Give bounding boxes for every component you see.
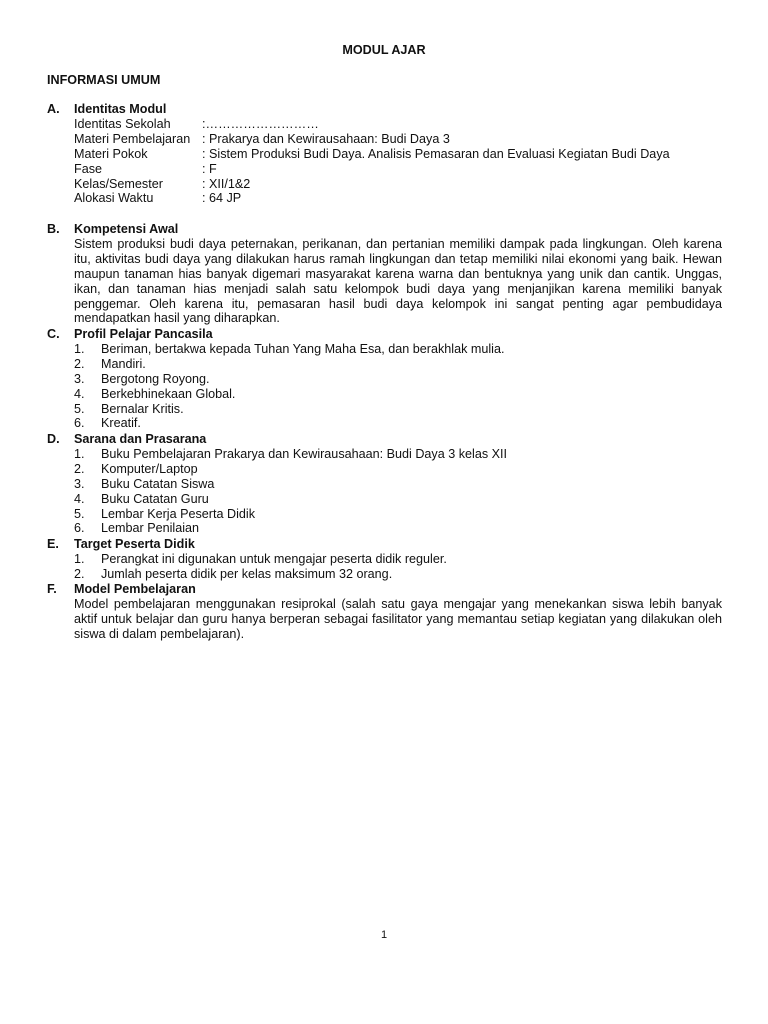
section-letter: B. — [47, 222, 60, 236]
section-letter: D. — [47, 432, 60, 446]
list-text: Bernalar Kritis. — [101, 401, 184, 416]
section-title: Identitas Modul — [74, 102, 167, 116]
list-number: 1. — [74, 341, 85, 356]
list-text: Komputer/Laptop — [101, 461, 198, 476]
identity-key: Alokasi Waktu — [74, 191, 154, 206]
section-title: Target Peserta Didik — [74, 537, 195, 551]
list-item — [74, 447, 722, 462]
identity-key: Identitas Sekolah — [74, 116, 171, 131]
list-text: Mandiri. — [101, 356, 146, 371]
section-kompetensi-awal — [47, 222, 722, 326]
list-item — [74, 492, 722, 507]
section-heading — [47, 102, 722, 117]
document-title: MODUL AJAR — [342, 43, 426, 57]
identity-key: Materi Pokok — [74, 146, 148, 161]
list-text: Buku Catatan Siswa — [101, 476, 215, 491]
section-paragraph: Model pembelajaran menggunakan resiprokal (salah satu gaya mengajar yang menekankan siswa lebih banyak aktif untuk belajar dan guru hanya berperan sebagai fasilitator yang memantau setiap kegiatan yang dilakukan oleh siswa di dalam pembelajaran). — [74, 596, 722, 641]
list-text: Lembar Penilaian — [101, 521, 200, 536]
section-model-pembelajaran — [47, 582, 722, 642]
list-number: 5. — [74, 506, 85, 521]
list-number: 4. — [74, 491, 85, 506]
list-number: 3. — [74, 476, 85, 491]
list-text: Bergotong Royong. — [101, 371, 210, 386]
list-item — [74, 402, 722, 417]
section-letter: C. — [47, 327, 60, 341]
identity-value: : Sistem Produksi Budi Daya. Analisis Pemasaran dan Evaluasi Kegiatan Budi Daya — [202, 146, 670, 161]
list-number: 2. — [74, 356, 85, 371]
section-title: Model Pembelajaran — [74, 582, 196, 596]
list-number: 2. — [74, 461, 85, 476]
section-title: Kompetensi Awal — [74, 222, 179, 236]
section-heading — [47, 222, 722, 237]
list-item — [74, 521, 722, 536]
identity-key: Fase — [74, 161, 102, 176]
identity-row — [74, 162, 722, 177]
list-item — [74, 357, 722, 372]
section-target-peserta — [47, 537, 722, 582]
list-number: 6. — [74, 416, 85, 431]
section-identitas-modul — [47, 102, 722, 206]
list-item — [74, 567, 722, 582]
list-text: Lembar Kerja Peserta Didik — [101, 506, 255, 521]
section-title: Profil Pelajar Pancasila — [74, 327, 213, 341]
list-item — [74, 477, 722, 492]
section-heading — [47, 327, 722, 342]
list-number: 1. — [74, 446, 85, 461]
section-letter: E. — [47, 537, 59, 551]
list-number: 6. — [74, 521, 85, 536]
identity-row — [74, 132, 722, 147]
list-text: Beriman, bertakwa kepada Tuhan Yang Maha Esa, dan berakhlak mulia. — [101, 341, 505, 356]
identity-row — [74, 177, 722, 192]
list-number: 2. — [74, 566, 85, 581]
identity-row — [74, 117, 722, 132]
section-heading — [47, 582, 722, 597]
list-text: Berkebhinekaan Global. — [101, 386, 236, 401]
section-paragraph: Sistem produksi budi daya peternakan, perikanan, dan pertanian memiliki dampak pada lingkungan. Oleh karena itu, aktivitas budi daya yang dilakukan harus ramah lingkungan dan tetap memiliki nilai ekonomi yang baik. Hewan maupun tanaman hias banyak digemari masyarakat karena warna dan bentuknya yang unik dan cantik. Unggas, ikan, dan tanaman hias menjadi salah satu kelompok budi daya yang menjanjikan karena memiliki banyak penggemar. Oleh karena itu, pemasaran hasil budi daya kelompok ini sangat penting agar pembudidaya mendapatkan hasil yang diharapkan. — [74, 236, 722, 326]
list-number: 4. — [74, 386, 85, 401]
identity-key: Materi Pembelajaran — [74, 131, 191, 146]
identity-row — [74, 147, 722, 162]
list-item — [74, 416, 722, 431]
identity-row — [74, 191, 722, 206]
document-subtitle: INFORMASI UMUM — [47, 73, 161, 87]
list-item — [74, 507, 722, 522]
section-letter: A. — [47, 102, 60, 116]
section-title: Sarana dan Prasarana — [74, 432, 207, 446]
list-number: 3. — [74, 371, 85, 386]
section-profil-pelajar — [47, 327, 722, 431]
list-item — [74, 342, 722, 357]
list-item — [74, 462, 722, 477]
list-text: Kreatif. — [101, 416, 141, 431]
list-item — [74, 387, 722, 402]
section-sarana-prasarana — [47, 432, 722, 536]
section-letter: F. — [47, 582, 57, 596]
list-item — [74, 552, 722, 567]
identity-value: : F — [202, 161, 217, 176]
page-number: 1 — [380, 929, 388, 941]
identity-value: : XII/1&2 — [202, 176, 251, 191]
list-text: Buku Pembelajaran Prakarya dan Kewirausahaan: Budi Daya 3 kelas XII — [101, 446, 508, 461]
identity-value: :……………………… — [202, 116, 319, 131]
identity-value: : Prakarya dan Kewirausahaan: Budi Daya 3 — [202, 131, 450, 146]
section-heading — [47, 432, 722, 447]
identity-value: : 64 JP — [202, 191, 242, 206]
list-text: Jumlah peserta didik per kelas maksimum 32 orang. — [101, 566, 393, 581]
list-number: 5. — [74, 401, 85, 416]
list-number: 1. — [74, 551, 85, 566]
list-text: Perangkat ini digunakan untuk mengajar peserta didik reguler. — [101, 551, 447, 566]
identity-key: Kelas/Semester — [74, 176, 163, 191]
section-heading — [47, 537, 722, 552]
list-item — [74, 372, 722, 387]
list-text: Buku Catatan Guru — [101, 491, 209, 506]
